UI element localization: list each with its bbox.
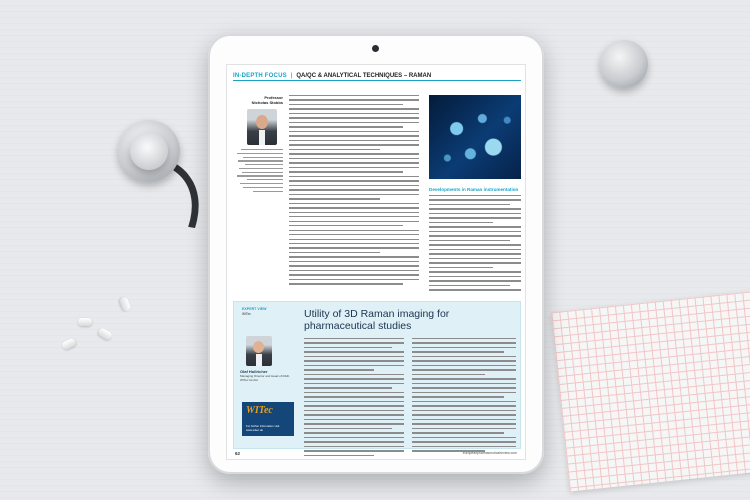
camera-icon [372, 45, 379, 52]
expert-article-title: Utility of 3D Raman imaging for pharmaceutical studies [304, 308, 450, 332]
topic-label: QA/QC & ANALYTICAL TECHNIQUES – RAMAN [296, 72, 432, 79]
stethoscope-tube [538, 0, 750, 158]
expert-avatar [246, 336, 272, 366]
magazine-header [233, 71, 521, 81]
pill-icon [97, 327, 113, 341]
article-subhead: Developments in Raman instrumentation [429, 187, 519, 192]
profile-caption [233, 149, 283, 192]
expert-role: Managing Director and Head of R&D, WITec GmbH [240, 374, 290, 382]
witec-logo: WITec [246, 405, 273, 416]
molecule-image [429, 95, 521, 179]
witec-info: For further information visit www.witec.de [246, 424, 280, 432]
avatar [247, 109, 277, 145]
expert-column-1 [304, 338, 404, 459]
article-column-2 [429, 195, 521, 294]
article-column-1 [289, 95, 419, 288]
header-separator: | [290, 72, 293, 79]
pill-icon [61, 337, 77, 350]
stethoscope-tube [0, 0, 193, 141]
expert-column-2 [412, 338, 516, 455]
ecg-paper [551, 288, 750, 491]
stethoscope-tube [0, 120, 230, 361]
page-url: europeanpharmaceuticalreview.com [462, 451, 517, 455]
expert-company-label: WITec [242, 312, 251, 316]
author-profile [233, 95, 283, 194]
expert-profile [240, 332, 296, 382]
tablet-screen[interactable] [226, 64, 526, 460]
profile-name: Professor Nicholas Stobbs [251, 95, 283, 105]
expert-view-label: EXPERT VIEW [242, 307, 267, 311]
expert-name: Olaf Hollricher [240, 369, 268, 374]
witec-ad-block[interactable] [242, 402, 294, 436]
stethoscope-chestpiece-icon [130, 132, 168, 170]
section-label: IN-DEPTH FOCUS [233, 72, 287, 79]
stethoscope-chestpiece-icon [600, 40, 648, 88]
pill-icon [78, 318, 92, 326]
expert-view-box [233, 301, 521, 449]
page-number: 62 [235, 451, 241, 456]
tablet-device [208, 34, 544, 474]
